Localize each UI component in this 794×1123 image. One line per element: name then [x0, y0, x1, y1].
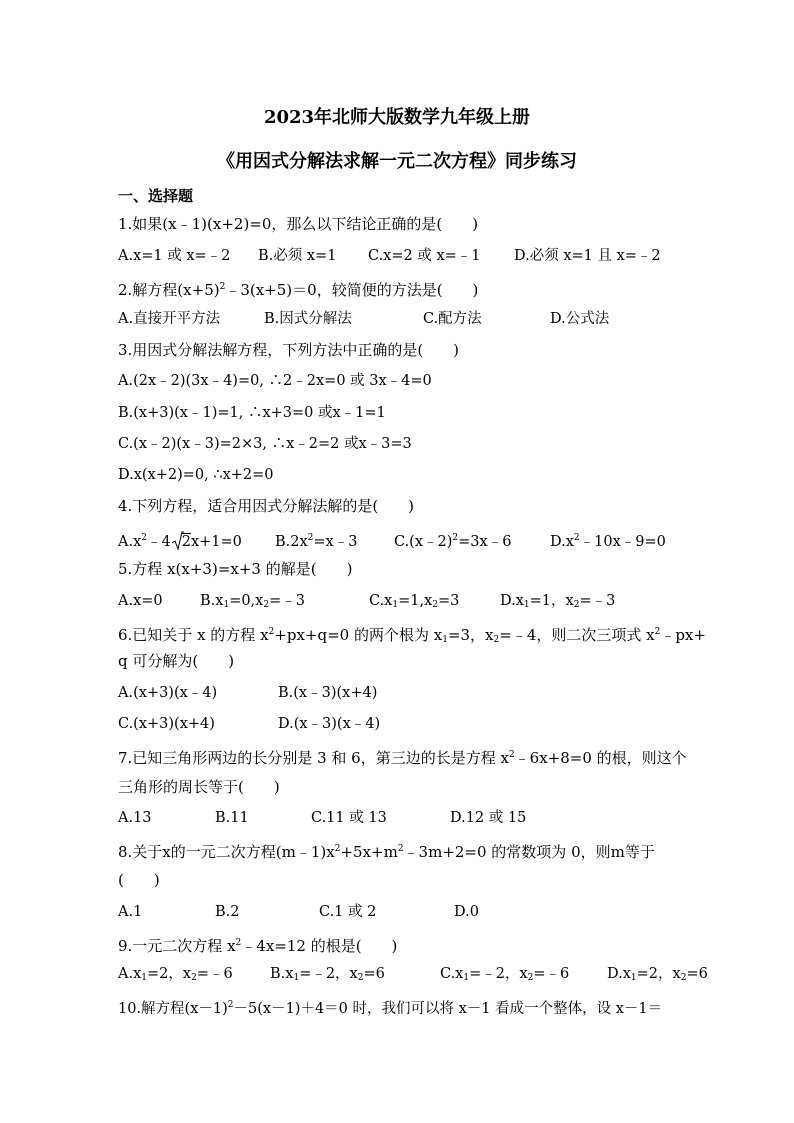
- option-d: D.0: [454, 904, 479, 920]
- option-b: B.(x+3)(x﹣1)=1, ∴x+3=0 或x﹣1=1: [118, 405, 386, 421]
- option-a: A.(2x﹣2)(3x﹣4)=0, ∴2﹣2x=0 或 3x﹣4=0: [118, 373, 432, 389]
- option-c: $C.x_1=﹣2$，$x_2=﹣6$: [440, 966, 570, 983]
- option-c: C.1 或 2: [319, 904, 377, 920]
- sqrt-icon: 2: [172, 532, 191, 552]
- option-b: $B.x_1=﹣2$，$x_2=6$: [270, 966, 385, 983]
- option-a: $A.x_1=2$，$x_2=﹣6$: [118, 966, 233, 983]
- option-d: D.x(x+2)=0, ∴x+2=0: [118, 467, 274, 483]
- question-8-stem: 8.关于x的一元二次方程$(m﹣1)x^2+5x+m^2﹣3m+2=0$ 的常数项为 0，则m等于: [118, 843, 655, 861]
- question-7-stem: 7.已知三角形两边的长分别是 3 和 6，第三边的长是方程 $x^2﹣6x+8=0$ 的根，则这个: [118, 749, 687, 767]
- question-7-stem-continued: 三角形的周长等于( ): [118, 778, 280, 796]
- question-8-stem-continued: ( ): [118, 871, 160, 889]
- option-c: C.(x﹣2)$^2$=3x﹣6: [394, 533, 512, 550]
- option-c: C.(x﹣2)(x﹣3)=2×3, ∴x﹣2=2 或x﹣3=3: [118, 436, 412, 452]
- option-b: $B.2x^2=x﹣3$: [275, 533, 358, 550]
- question-3-stem: 3.用因式分解法解方程，下列方法中正确的是( ): [118, 341, 460, 359]
- option-d: $D.x_1=1$，$x_2=﹣3$: [500, 593, 616, 610]
- option-a: $A.x^2﹣4$ 2x+1=0: [118, 533, 242, 550]
- option-c: $C.x_1=1,x_2=3$: [369, 593, 460, 610]
- option-c: C.11 或 13: [311, 810, 387, 826]
- option-b: B.因式分解法: [264, 311, 352, 327]
- option-d: D.12 或 15: [450, 810, 527, 826]
- option-d: $D.x^2﹣10x﹣9=0$: [550, 533, 666, 550]
- option-c: C.配方法: [423, 311, 482, 327]
- option-b: $B.x_1=0,x_2=﹣3$: [200, 593, 305, 610]
- question-1-stem: 1.如果(x﹣1)(x+2)=0，那么以下结论正确的是( ): [118, 215, 479, 233]
- question-5-stem: 5.方程 x(x+3)=x+3 的解是( ): [118, 560, 353, 578]
- question-6-stem-continued: q 可分解为( ): [118, 652, 235, 670]
- option-b: B.11: [215, 810, 249, 826]
- option-d: $D.x_1=2$，$x_2=6$: [607, 966, 708, 983]
- option-a: A.1: [118, 904, 143, 920]
- question-6-stem: 6.已知关于 x 的方程 $x^2+px+q=0$ 的两个根为 $x_1=3$，$x_2=﹣4$，则二次三项式 $x^2﹣px+$: [118, 626, 706, 645]
- question-2-stem: 2.解方程$(x+5)^2﹣3(x+5)=0$，较简便的方法是( ): [118, 281, 479, 299]
- document-title: 2023年北师大版数学九年级上册: [263, 107, 531, 128]
- question-9-stem: 9.一元二次方程 $x^2﹣4x=12$ 的根是( ): [118, 937, 398, 955]
- option-a: A.(x+3)(x﹣4): [118, 685, 218, 701]
- option-d: D.(x﹣3)(x﹣4): [278, 716, 381, 732]
- option-b: B.2: [215, 904, 240, 920]
- option-c: C.x=2 或 x=﹣1: [368, 248, 481, 264]
- option-a: A.x=0: [118, 593, 163, 609]
- option-c: C.(x+3)(x+4): [118, 716, 215, 732]
- option-b: B.必须 x=1: [258, 248, 337, 264]
- option-b: B.(x﹣3)(x+4): [278, 685, 378, 701]
- option-a: A.13: [118, 810, 152, 826]
- question-4-stem: 4.下列方程，适合用因式分解法解的是( ): [118, 497, 415, 515]
- option-a: A.直接开平方法: [118, 311, 221, 327]
- option-a: A.x=1 或 x=﹣2: [118, 248, 231, 264]
- document-subtitle: 《用因式分解法求解一元二次方程》同步练习: [217, 151, 577, 172]
- option-d: D.必须 x=1 且 x=﹣2: [514, 248, 661, 264]
- section-heading: 一、选择题: [118, 187, 194, 205]
- question-10-stem: 10.解方程$(x-1)^2-5(x-1)+4=0$ 时，我们可以将 x－1 看成一个整体，设 x－1＝: [118, 1000, 663, 1017]
- option-d: D.公式法: [550, 311, 610, 327]
